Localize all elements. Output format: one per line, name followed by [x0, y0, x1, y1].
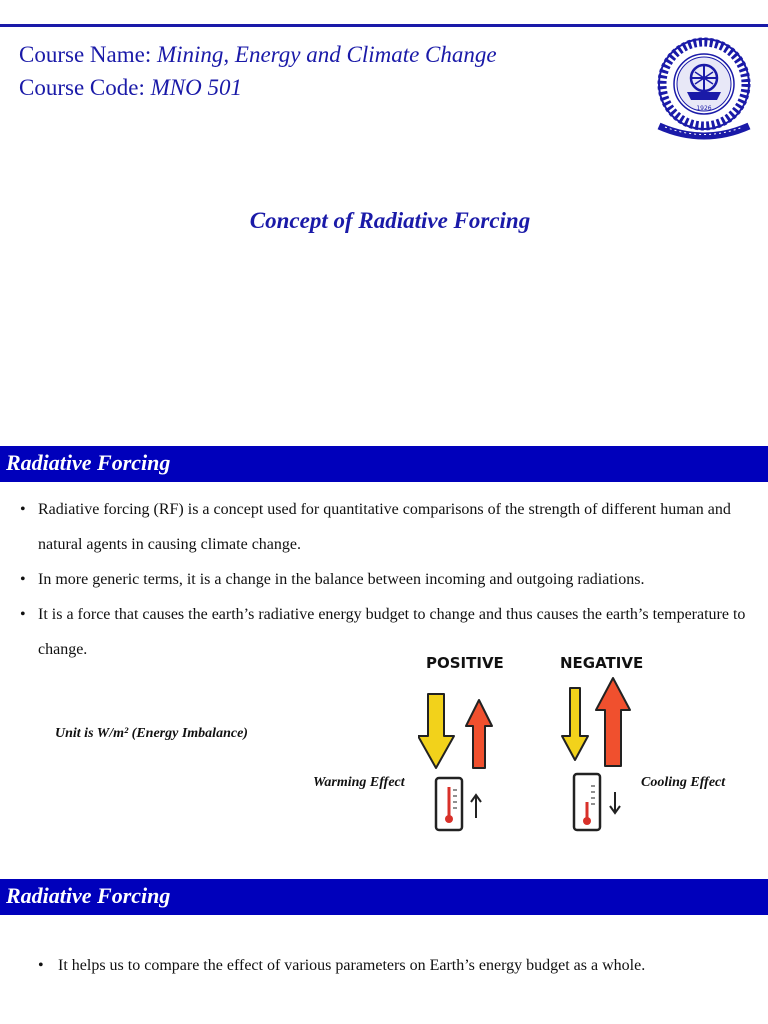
page-title: Concept of Radiative Forcing [249, 208, 531, 233]
unit-note: Unit is W/m² (Energy Imbalance) [55, 726, 248, 741]
radiative-forcing-diagram [418, 644, 648, 840]
top-rule [0, 24, 768, 27]
section-2-heading: Radiative Forcing [6, 883, 171, 908]
section-2-bullet-list [38, 948, 738, 983]
outgoing-radiation-arrow-icon [466, 700, 492, 768]
negative-label: NEGATIVE [560, 654, 644, 672]
section-2-band [0, 879, 768, 915]
course-name-value: Mining, Energy and Climate Change [156, 42, 497, 67]
course-code-value: MNO 501 [150, 75, 242, 100]
thermometer-warming-icon [436, 778, 462, 830]
outgoing-radiation-arrow-icon [596, 678, 630, 766]
section-1-band [0, 446, 768, 482]
section-2-bullet: • It helps us to compare the effect of various parameters on Earth’s energy budget as a whole. [38, 948, 738, 983]
temperature-down-arrow-icon [610, 792, 620, 813]
incoming-radiation-arrow-icon [418, 694, 454, 768]
incoming-radiation-arrow-icon [562, 688, 588, 760]
warming-effect-label: Warming Effect [313, 775, 405, 790]
thermometer-cooling-icon [574, 774, 600, 830]
seal-year: 1926 [696, 105, 712, 112]
section-1-bullet-list [20, 492, 768, 667]
section-1-bullet: • It is a force that causes the earth’s radiative energy budget to change and thus causes the earth’s temperature to change. [20, 597, 768, 667]
positive-label: POSITIVE [426, 654, 504, 672]
section-1-heading: Radiative Forcing [6, 450, 171, 475]
section-1-bullet: • Radiative forcing (RF) is a concept used for quantitative comparisons of the strength of different human and natural agents in causing climate change. [20, 492, 768, 562]
cooling-effect-label: Cooling Effect [641, 775, 726, 790]
section-1-bullet: • In more generic terms, it is a change in the balance between incoming and outgoing radiations. [20, 562, 768, 597]
course-name-label: Course Name: [19, 42, 152, 67]
course-name [19, 41, 497, 69]
temperature-up-arrow-icon [471, 795, 481, 818]
course-code [19, 74, 242, 102]
course-code-label: Course Code: [19, 75, 145, 100]
institute-seal-logo [651, 34, 757, 150]
